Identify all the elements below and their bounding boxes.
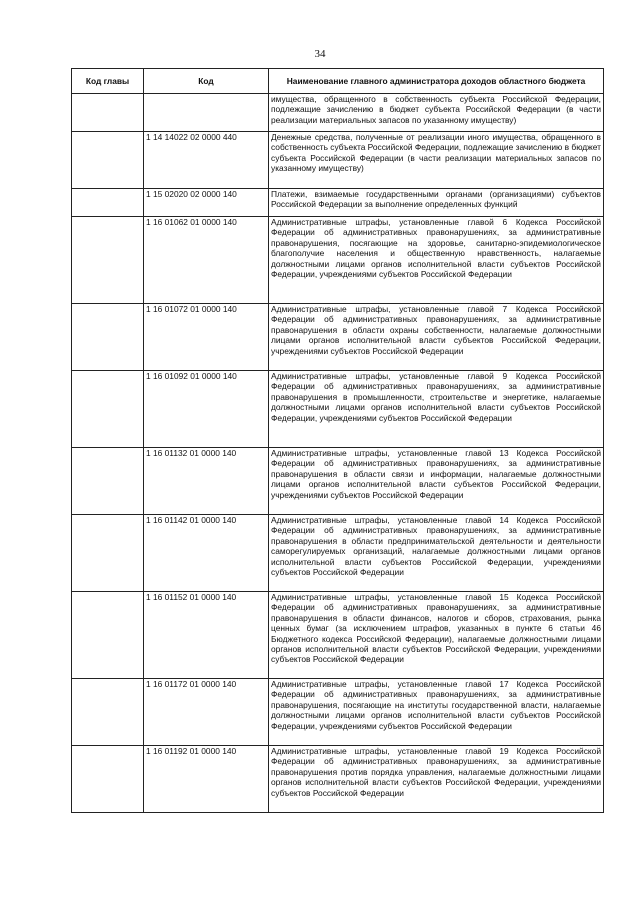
head-code-cell [72, 371, 144, 448]
administrator-name-cell: имущества, обращенного в собственность субъекта Российской Федерации, подлежащие зачислению в бюджет субъекта Российской Федерации (в части реализации материальных запасов по указанному имуществу) [269, 94, 604, 132]
administrator-name-cell: Административные штрафы, установленные главой 19 Кодекса Российской Федерации об административных правонарушениях, за административные правонарушения против порядка управления, налагаемые должностными лицами органов исполнительной власти субъектов Российской Федерации, учреждениями субъектов Российской Федерации [269, 746, 604, 813]
table-row [72, 592, 604, 679]
budget-code-cell: 1 15 02020 02 0000 140 [144, 189, 269, 217]
table-row [72, 304, 604, 371]
head-code-cell [72, 304, 144, 371]
table-row [72, 448, 604, 515]
table-row [72, 371, 604, 448]
administrator-name-cell: Платежи, взимаемые государственными органами (организациями) субъектов Российской Федерации за выполнение определенных функций [269, 189, 604, 217]
head-code-cell [72, 94, 144, 132]
head-code-cell [72, 189, 144, 217]
table-row [72, 746, 604, 813]
table-body [72, 94, 604, 813]
table-row [72, 217, 604, 304]
table-row [72, 94, 604, 132]
table-row [72, 132, 604, 189]
administrator-name-cell: Административные штрафы, установленные главой 7 Кодекса Российской Федерации об административных правонарушениях, за административные правонарушения в области охраны собственности, налагаемые должностными лицами органов исполнительной власти субъектов Российской Федерации, учреждениями субъектов Российской Федерации [269, 304, 604, 371]
head-code-cell [72, 592, 144, 679]
page-number: 34 [314, 48, 326, 60]
table-row [72, 679, 604, 746]
head-code-cell [72, 679, 144, 746]
header-head-code: Код главы [72, 69, 144, 94]
budget-code-cell: 1 16 01132 01 0000 140 [144, 448, 269, 515]
budget-code-cell: 1 16 01142 01 0000 140 [144, 515, 269, 592]
table-row [72, 515, 604, 592]
head-code-cell [72, 448, 144, 515]
budget-code-cell: 1 16 01172 01 0000 140 [144, 679, 269, 746]
table-row [72, 189, 604, 217]
budget-code-cell [144, 94, 269, 132]
budget-code-cell: 1 16 01072 01 0000 140 [144, 304, 269, 371]
administrator-name-cell: Денежные средства, полученные от реализации иного имущества, обращенного в собственность субъекта Российской Федерации, подлежащие зачислению в бюджет субъекта Российской Федерации (в части реализации материальных запасов по указанному имуществу) [269, 132, 604, 189]
administrator-name-cell: Административные штрафы, установленные главой 17 Кодекса Российской Федерации об административных правонарушениях, за административные правонарушения, посягающие на институты государственной власти, налагаемые должностными лицами органов исполнительной власти субъектов Российской Федерации, учреждениями субъектов Российской Федерации [269, 679, 604, 746]
administrator-name-cell: Административные штрафы, установленные главой 15 Кодекса Российской Федерации об административных правонарушениях, за административные правонарушения в области финансов, налогов и сборов, страхования, рынка ценных бумаг (за исключением штрафов, указанных в пункте 6 статьи 46 Бюджетного кодекса Российской Федерации), налагаемые должностными лицами органов исполнительной власти субъектов Российской Федерации, учреждениями субъектов Российской Федерации [269, 592, 604, 679]
budget-code-cell: 1 16 01092 01 0000 140 [144, 371, 269, 448]
budget-code-cell: 1 14 14022 02 0000 440 [144, 132, 269, 189]
head-code-cell [72, 746, 144, 813]
head-code-cell [72, 217, 144, 304]
budget-code-cell: 1 16 01192 01 0000 140 [144, 746, 269, 813]
administrator-name-cell: Административные штрафы, установленные главой 9 Кодекса Российской Федерации об административных правонарушениях, за административные правонарушения в промышленности, строительстве и энергетике, налагаемые должностными лицами органов исполнительной власти субъектов Российской Федерации, учреждениями субъектов Российской Федерации [269, 371, 604, 448]
administrator-name-cell: Административные штрафы, установленные главой 14 Кодекса Российской Федерации об административных правонарушениях, за административные правонарушения в области предпринимательской деятельности и деятельности саморегулируемых организаций, налагаемые должностными лицами органов исполнительной власти субъектов Российской Федерации, учреждениями субъектов Российской Федерации [269, 515, 604, 592]
head-code-cell [72, 132, 144, 189]
administrator-name-cell: Административные штрафы, установленные главой 6 Кодекса Российской Федерации об административных правонарушениях, за административные правонарушения, посягающие на здоровье, санитарно-эпидемиологическое благополучие населения и общественную нравственность, налагаемые должностными лицами органов исполнительной власти субъектов Российской Федерации, учреждениями субъектов Российской Федерации [269, 217, 604, 304]
budget-code-cell: 1 16 01152 01 0000 140 [144, 592, 269, 679]
administrator-name-cell: Административные штрафы, установленные главой 13 Кодекса Российской Федерации об административных правонарушениях, за административные правонарушения в области связи и информации, налагаемые должностными лицами органов исполнительной власти субъектов Российской Федерации, учреждениями субъектов Российской Федерации [269, 448, 604, 515]
budget-code-cell: 1 16 01062 01 0000 140 [144, 217, 269, 304]
header-name: Наименование главного администратора доходов областного бюджета [269, 69, 604, 94]
table-header-row [72, 69, 604, 94]
header-code: Код [144, 69, 269, 94]
head-code-cell [72, 515, 144, 592]
revenue-administrators-table [71, 68, 604, 813]
